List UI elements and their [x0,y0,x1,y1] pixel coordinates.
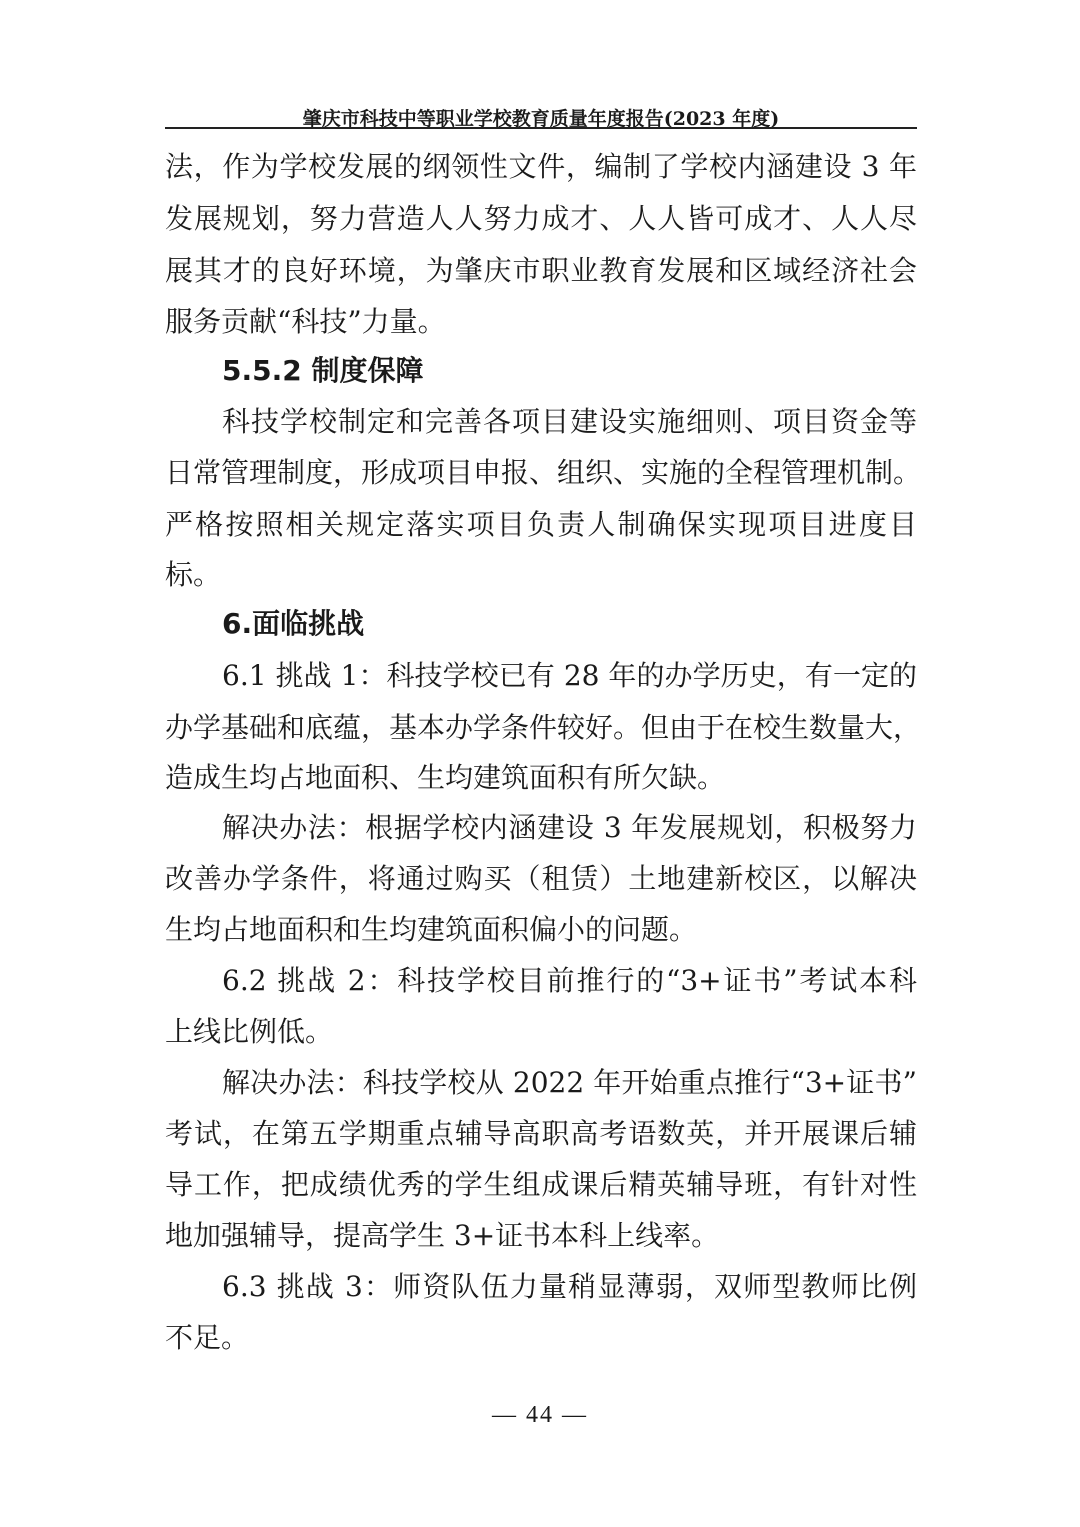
paragraph-line: 科技学校制定和完善各项目建设实施细则、项目资金等 [222,405,917,438]
paragraph-line: 严格按照相关规定落实项目负责人制确保实现项目进度目 [165,508,917,541]
header-divider [165,127,917,129]
paragraph-line: 解决办法：根据学校内涵建设 3 年发展规划，积极努力 [222,811,917,844]
paragraph-line: 服务贡献“科技”力量。 [165,305,446,338]
paragraph-line: 6.2 挑战 2：科技学校目前推行的“3+证书”考试本科 [222,964,917,997]
paragraph-line: 标。 [165,558,222,591]
paragraph-line: 导工作，把成绩优秀的学生组成课后精英辅导班，有针对性 [165,1168,917,1201]
paragraph-line: 地加强辅导，提高学生 3+证书本科上线率。 [165,1219,720,1252]
paragraph-line: 发展规划，努力营造人人努力成才、人人皆可成才、人人尽 [165,202,917,235]
section-heading: 5.5.2 制度保障 [222,354,424,387]
paragraph-line: 办学基础和底蕴，基本办学条件较好。但由于在校生数量大， [165,711,922,744]
paragraph-line: 生均占地面积和生均建筑面积偏小的问题。 [165,913,698,946]
paragraph-line: 解决办法：科技学校从 2022 年开始重点推行“3+证书” [222,1066,917,1099]
page-header-title: 肇庆市科技中等职业学校教育质量年度报告(2023 年度) [302,108,780,130]
paragraph-line: 改善办学条件，将通过购买（租赁）土地建新校区，以解决 [165,862,917,895]
paragraph-line: 造成生均占地面积、生均建筑面积有所欠缺。 [165,761,726,794]
paragraph-line: 上线比例低。 [165,1015,334,1048]
section-heading: 6.面临挑战 [222,607,365,640]
paragraph-line: 6.3 挑战 3：师资队伍力量稍显薄弱，双师型教师比例 [222,1270,917,1303]
paragraph-line: 法，作为学校发展的纲领性文件，编制了学校内涵建设 3 年 [165,150,917,183]
paragraph-line: 日常管理制度，形成项目申报、组织、实施的全程管理机制。 [165,456,922,489]
paragraph-line: 考试，在第五学期重点辅导高职高考语数英，并开展课后辅 [165,1117,917,1150]
paragraph-line: 展其才的良好环境，为肇庆市职业教育发展和区域经济社会 [165,254,917,287]
paragraph-line: 不足。 [165,1321,250,1354]
page-number: — 44 — [492,1402,588,1428]
paragraph-line: 6.1 挑战 1：科技学校已有 28 年的办学历史，有一定的 [222,659,917,692]
